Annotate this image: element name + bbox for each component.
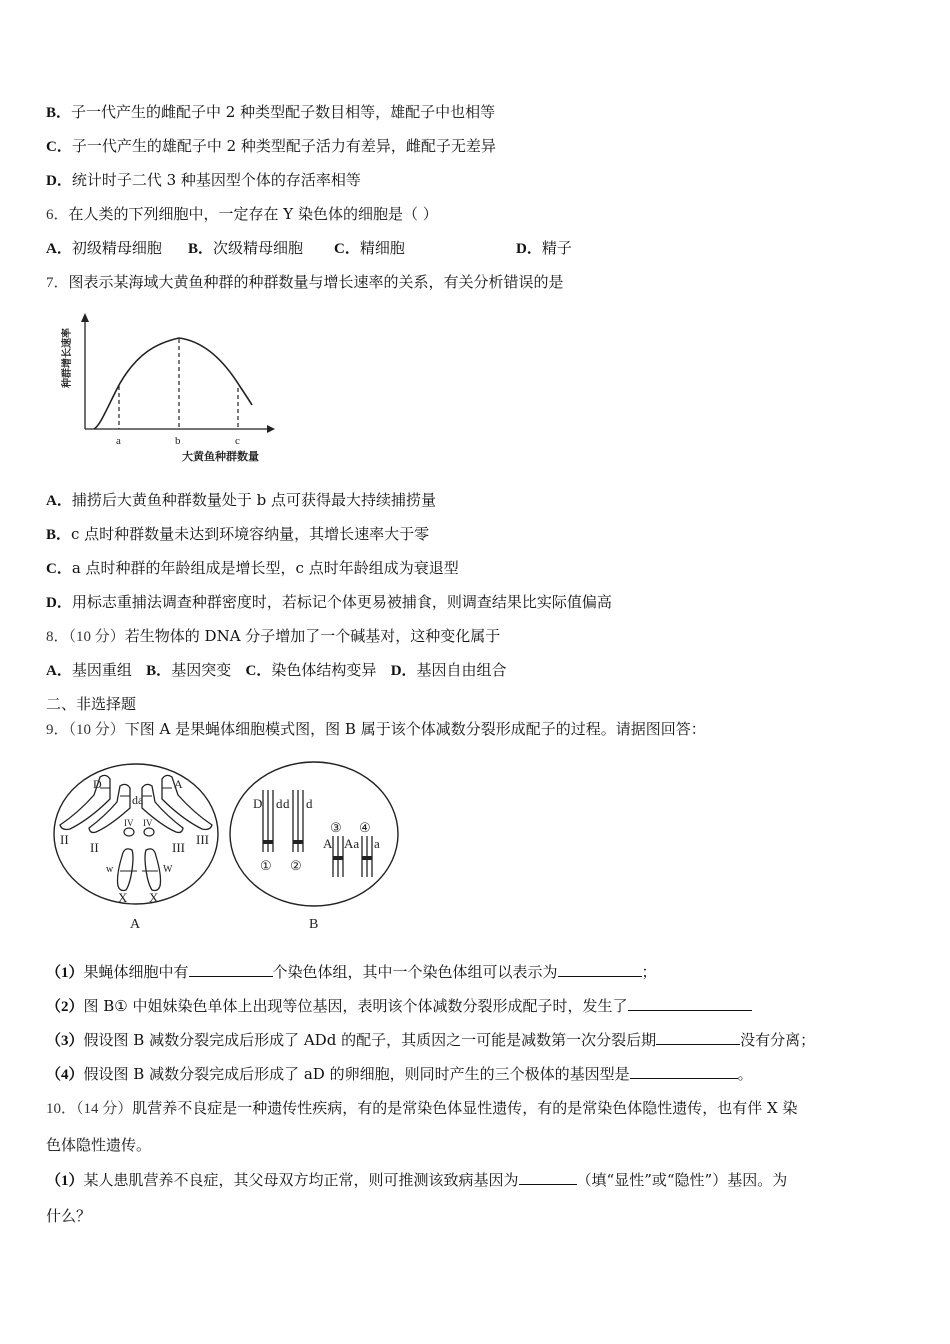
option-letter: A． [46,663,72,679]
option-text: 子一代产生的雄配子中 2 种类型配子活力有差异，雌配子无差异 [71,137,496,155]
answer-blank[interactable] [628,996,752,1011]
svg-text:D: D [93,777,102,791]
option-text: c 点时种群数量未达到环境容纳量，其增长速率大于零 [71,525,430,543]
svg-text:d: d [276,796,283,811]
option-letter: D． [46,595,72,611]
answer-blank[interactable] [519,1170,577,1185]
population-growth-chart [52,308,282,466]
option-letter: A． [46,493,72,509]
sub-text: 。 [737,1065,753,1083]
sub-text: 个染色体组，其中一个染色体组可以表示为 [272,963,558,981]
sub-text: 没有分离； [740,1031,816,1049]
svg-text:大黄鱼种群数量: 大黄鱼种群数量 [182,451,259,463]
q8-stem [46,626,500,647]
section-heading: 二、非选择题 [46,695,137,713]
q7-option-a [46,490,436,511]
q7-option-b [46,524,429,545]
option-text: 用标志重捕法调查种群密度时，若标记个体更易被捕食，则调查结果比实际值偏高 [71,593,612,611]
svg-text:w: w [106,864,114,875]
q10-stem-cont: 色体隐性遗传。 [46,1136,152,1154]
q10-sub1 [46,1170,787,1191]
svg-text:B: B [309,917,319,932]
svg-text:d: d [283,796,290,811]
option-letter: B． [46,527,72,543]
option-letter: D． [516,241,542,257]
sub-label: （1） [46,965,84,981]
q7-option-d [46,592,612,613]
sub-label: （2） [46,999,84,1015]
option-text: 初级精母细胞 [71,239,162,257]
question-text: 下图 A 是果蝇体细胞模式图，图 B 属于该个体减数分裂形成配子的过程。请据图回答： [124,720,706,738]
svg-text:A: A [130,917,141,932]
svg-text:④: ④ [359,820,371,835]
option-text: 精细胞 [359,239,405,257]
q7-stem [46,272,564,293]
option-text: a 点时种群的年龄组成是增长型，c 点时年龄组成为衰退型 [71,559,459,577]
q6-option-a [46,238,162,259]
svg-text:Aa: Aa [344,836,360,851]
question-number: 9． [46,722,69,738]
svg-text:c: c [235,435,240,447]
option-letter: D． [46,173,72,189]
question-score: （10 分） [68,722,125,738]
q5-option-c [46,136,496,157]
question-score: （10 分） [68,629,125,645]
q6-option-b [188,238,303,259]
answer-blank[interactable] [189,962,273,977]
svg-text:X: X [149,890,159,905]
svg-text:IV: IV [124,818,134,828]
svg-text:③: ③ [330,820,342,835]
question-number: 7． [46,275,69,291]
question-text: 在人类的下列细胞中，一定存在 Y 染色体的细胞是（ ） [68,205,438,223]
q6-stem [46,204,438,225]
svg-text:②: ② [290,858,302,873]
option-letter: A． [46,241,72,257]
svg-text:种群增长速率: 种群增长速率 [62,328,73,388]
question-number: 8． [46,629,69,645]
q9-sub2 [46,996,752,1017]
q8-options [46,660,507,681]
svg-text:A: A [174,777,183,791]
sub-text: ； [641,963,657,981]
q9-sub4 [46,1064,753,1085]
svg-text:①: ① [260,858,272,873]
answer-blank[interactable] [630,1064,738,1079]
option-text: 基因突变 [171,661,232,679]
sub-text: （填“显性”或“隐性”）基因。为 [576,1171,788,1189]
option-text: 子一代产生的雌配子中 2 种类型配子数目相等，雄配子中也相等 [71,103,496,121]
q6-option-c [334,238,405,259]
svg-text:III: III [196,832,209,847]
q5-option-d [46,170,361,191]
sub-label: （4） [46,1067,84,1083]
svg-text:a: a [116,435,121,447]
q9-stem [46,719,706,740]
svg-text:II: II [60,832,69,847]
svg-text:A: A [323,836,333,851]
option-letter: C． [245,663,272,679]
option-letter: B． [46,105,72,121]
question-score: （14 分） [76,1101,133,1117]
svg-text:a: a [374,836,380,851]
option-text: 统计时子二代 3 种基因型个体的存活率相等 [71,171,361,189]
question-number: 6． [46,207,69,223]
q5-option-b [46,102,495,123]
question-text: 若生物体的 DNA 分子增加了一个碱基对，这种变化属于 [124,627,501,645]
q9-sub1 [46,962,657,983]
answer-blank[interactable] [558,962,642,977]
question-number: 10． [46,1101,77,1117]
sub-text: 假设图 B 减数分裂完成后形成了 aD 的卵细胞，则同时产生的三个极体的基因型是 [83,1065,630,1083]
option-letter: C． [334,241,360,257]
option-text: 基因自由组合 [416,661,507,679]
sub-label: （3） [46,1033,84,1049]
svg-text:IV: IV [143,818,153,828]
svg-text:III: III [172,840,185,855]
sub-text: 某人患肌营养不良症，其父母双方均正常，则可推测该致病基因为 [83,1171,519,1189]
q6-option-d [516,238,572,259]
option-letter: B． [146,663,172,679]
q9-sub3 [46,1030,815,1051]
sub-text: 图 B① 中姐妹染色单体上出现等位基因，表明该个体减数分裂形成配子时，发生了 [83,997,628,1015]
option-letter: C． [46,139,72,155]
drosophila-chromosome-figure [50,752,410,937]
svg-text:W: W [163,864,173,875]
svg-text:d: d [306,796,313,811]
option-text: 精子 [541,239,572,257]
option-text: 染色体结构变异 [271,661,377,679]
svg-text:da: da [132,793,144,807]
q10-sub1-cont: 什么？ [46,1207,92,1225]
svg-text:D: D [253,796,263,811]
q7-option-c [46,558,459,579]
question-text: 肌营养不良症是一种遗传性疾病，有的是常染色体显性遗传，有的是常染色体隐性遗传，也有伴 X 染 [132,1099,798,1117]
svg-text:b: b [175,435,181,447]
svg-text:II: II [90,840,99,855]
option-text: 基因重组 [71,661,132,679]
sub-label: （1） [46,1173,84,1189]
option-letter: D． [390,663,417,679]
sub-text: 假设图 B 减数分裂完成后形成了 ADd 的配子，其质因之一可能是减数第一次分裂后期 [83,1031,657,1049]
option-letter: B． [188,241,214,257]
option-letter: C． [46,561,72,577]
question-text: 图表示某海域大黄鱼种群的种群数量与增长速率的关系，有关分析错误的是 [68,273,564,291]
svg-text:X: X [118,890,128,905]
option-text: 次级精母细胞 [213,239,304,257]
q10-stem [46,1098,798,1119]
option-text: 捕捞后大黄鱼种群数量处于 b 点可获得最大持续捕捞量 [71,491,436,509]
sub-text: 果蝇体细胞中有 [83,963,189,981]
answer-blank[interactable] [656,1030,740,1045]
